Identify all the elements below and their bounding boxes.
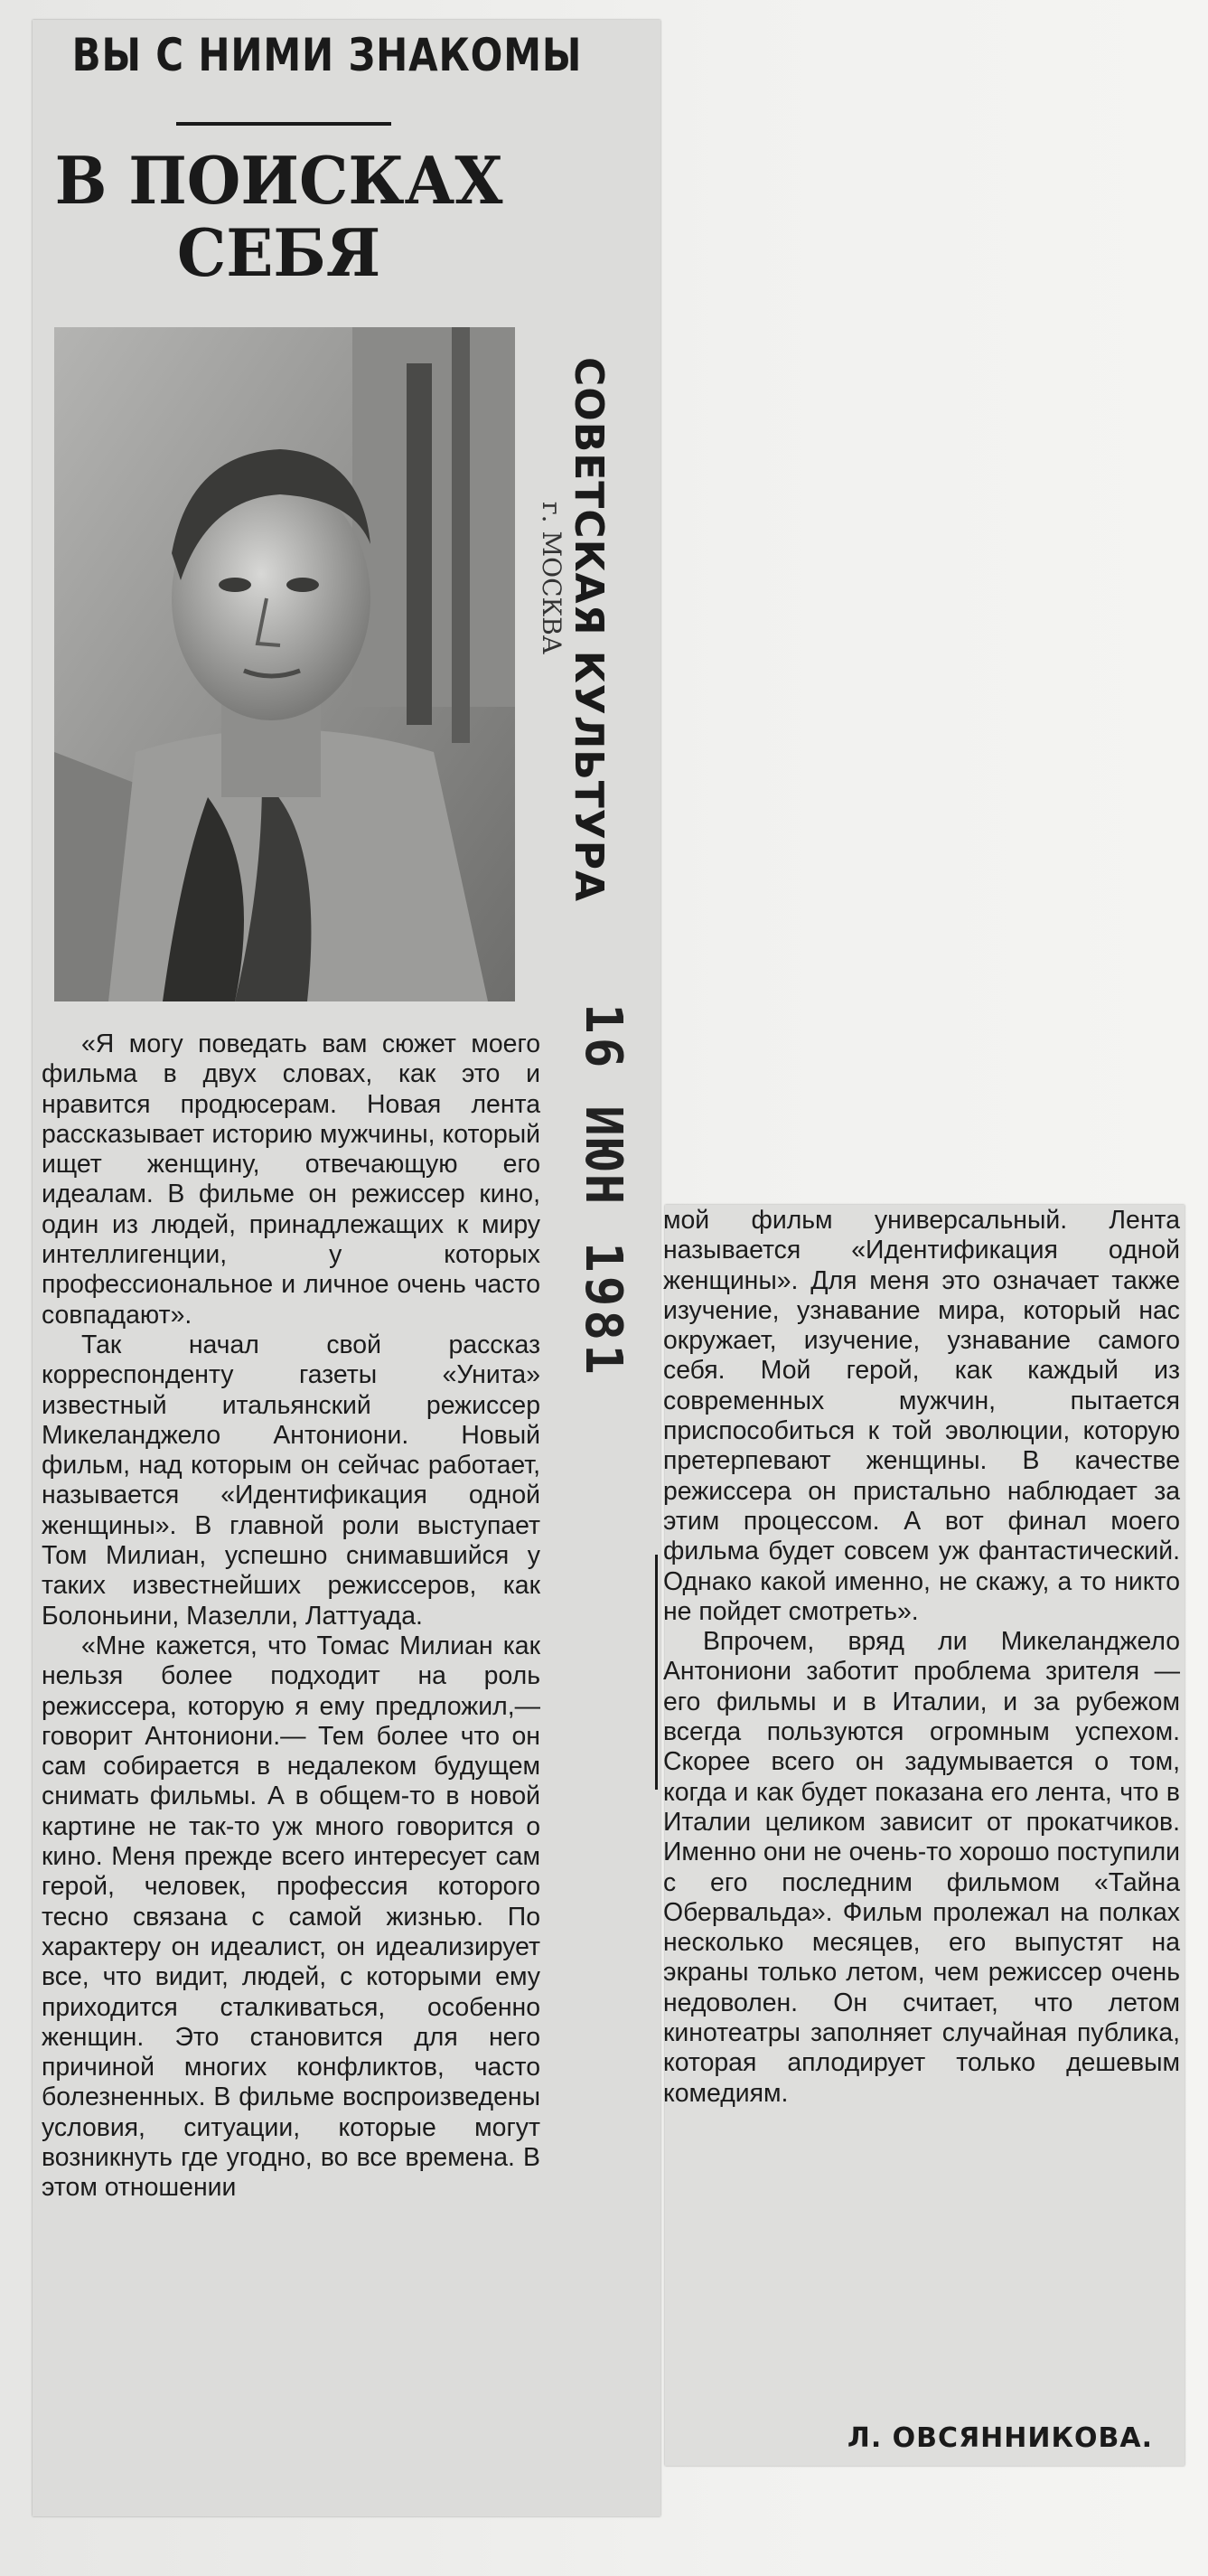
article-paragraph: «Я могу поведать вам сюжет моего фильма в двух словах, как это и нравится продюсерам. Новая лента рассказывает историю мужчины, который ищет женщину, отвечающую его идеалам. В фильме он режиссер кино, один из людей, принадлежащих к миру интеллигенции, у которых профессиональное и личное очень часто совпадают». [42, 1029, 540, 1330]
article-paragraph: Впрочем, вряд ли Микеланджело Антониони заботит проблема зрителя — его фильмы и в Италии, и за рубежом всегда пользуются огромным успехом. Скорее всего он задумывается о том, когда и как будет показана его лента, что в Италии целиком зависит от прокатчиков. Именно они не очень-то хорошо поступили с его последним фильмом «Тайна Обервальда». Фильм пролежал на полках несколько месяцев, его выпустят на экраны только летом, чем режиссер очень недоволен. Он считает, что летом кинотеатры заполняет случайная публика, которая аплодирует только дешевым комедиям. [663, 1627, 1180, 2108]
date-stamp-text: 16 ИЮН 1981 [574, 1003, 632, 1378]
portrait-photo [54, 327, 515, 1001]
author-signature: Л. ОВСЯННИКОВА. [847, 2422, 1153, 2454]
scan-artifact-line [655, 1555, 658, 1790]
portrait-photo-icon [54, 327, 515, 1001]
article-column-right [663, 1206, 1180, 2109]
headline-line-1: В ПОИСКАХ [54, 142, 503, 219]
rubric-divider [176, 122, 391, 126]
masthead-title: СОВЕТСКАЯ КУЛЬТУРА [566, 357, 612, 903]
article-paragraph: Так начал свой рассказ корреспонденту газеты «Унита» известный итальянский режиссер Микеланджело Антониони. Новый фильм, над которым он сейчас работает, называется «Идентификация одной женщины». В главной роли выступает Том Милиан, успешно снимавшийся у таких известнейших режиссеров, как Болоньини, Мазелли, Латтуада. [42, 1330, 540, 1631]
article-paragraph: мой фильм универсальный. Лента называется «Идентификация одной женщины». Для меня это означает также изучение, узнавание мира, который нас окружает, изучение, узнавание самого себя. Мой герой, как каждый из современных мужчин, пытается приспособиться к той эволюции, которую претерпевают женщины. В качестве режиссера он пристально наблюдает за этим процессом. А вот финал моего фильма будет совсем уж фантастический. Однако какой именно, не скажу, а то никто не пойдет смотреть». [663, 1206, 1180, 1626]
rubric: ВЫ С НИМИ ЗНАКОМЫ [71, 29, 583, 81]
article-paragraph: «Мне кажется, что Томас Милиан как нельзя более подходит на роль режиссера, которую я ему предложил,— говорит Антониони.— Тем более что он сам собирается в недалеком будущем снимать фильмы. А в общем-то в новой картине не так-то уж много говорится о кино. Меня прежде всего интересует сам герой, человек, профессия которого тесно связана с самой жизнью. По характеру он идеалист, он идеализирует все, что видит, людей, с которыми ему приходится сталкиваться, особенно женщин. Это становится для него причиной многих конфликтов, часто болезненных. В фильме воспроизведены условия, ситуации, которые могут возникнуть где угодно, во все времена. В этом отношении [42, 1631, 540, 2203]
headline-line-2: СЕБЯ [176, 214, 381, 291]
headline [45, 142, 513, 291]
masthead-subtitle: г. МОСКВА [537, 502, 567, 654]
article-column-left [42, 1029, 540, 2204]
